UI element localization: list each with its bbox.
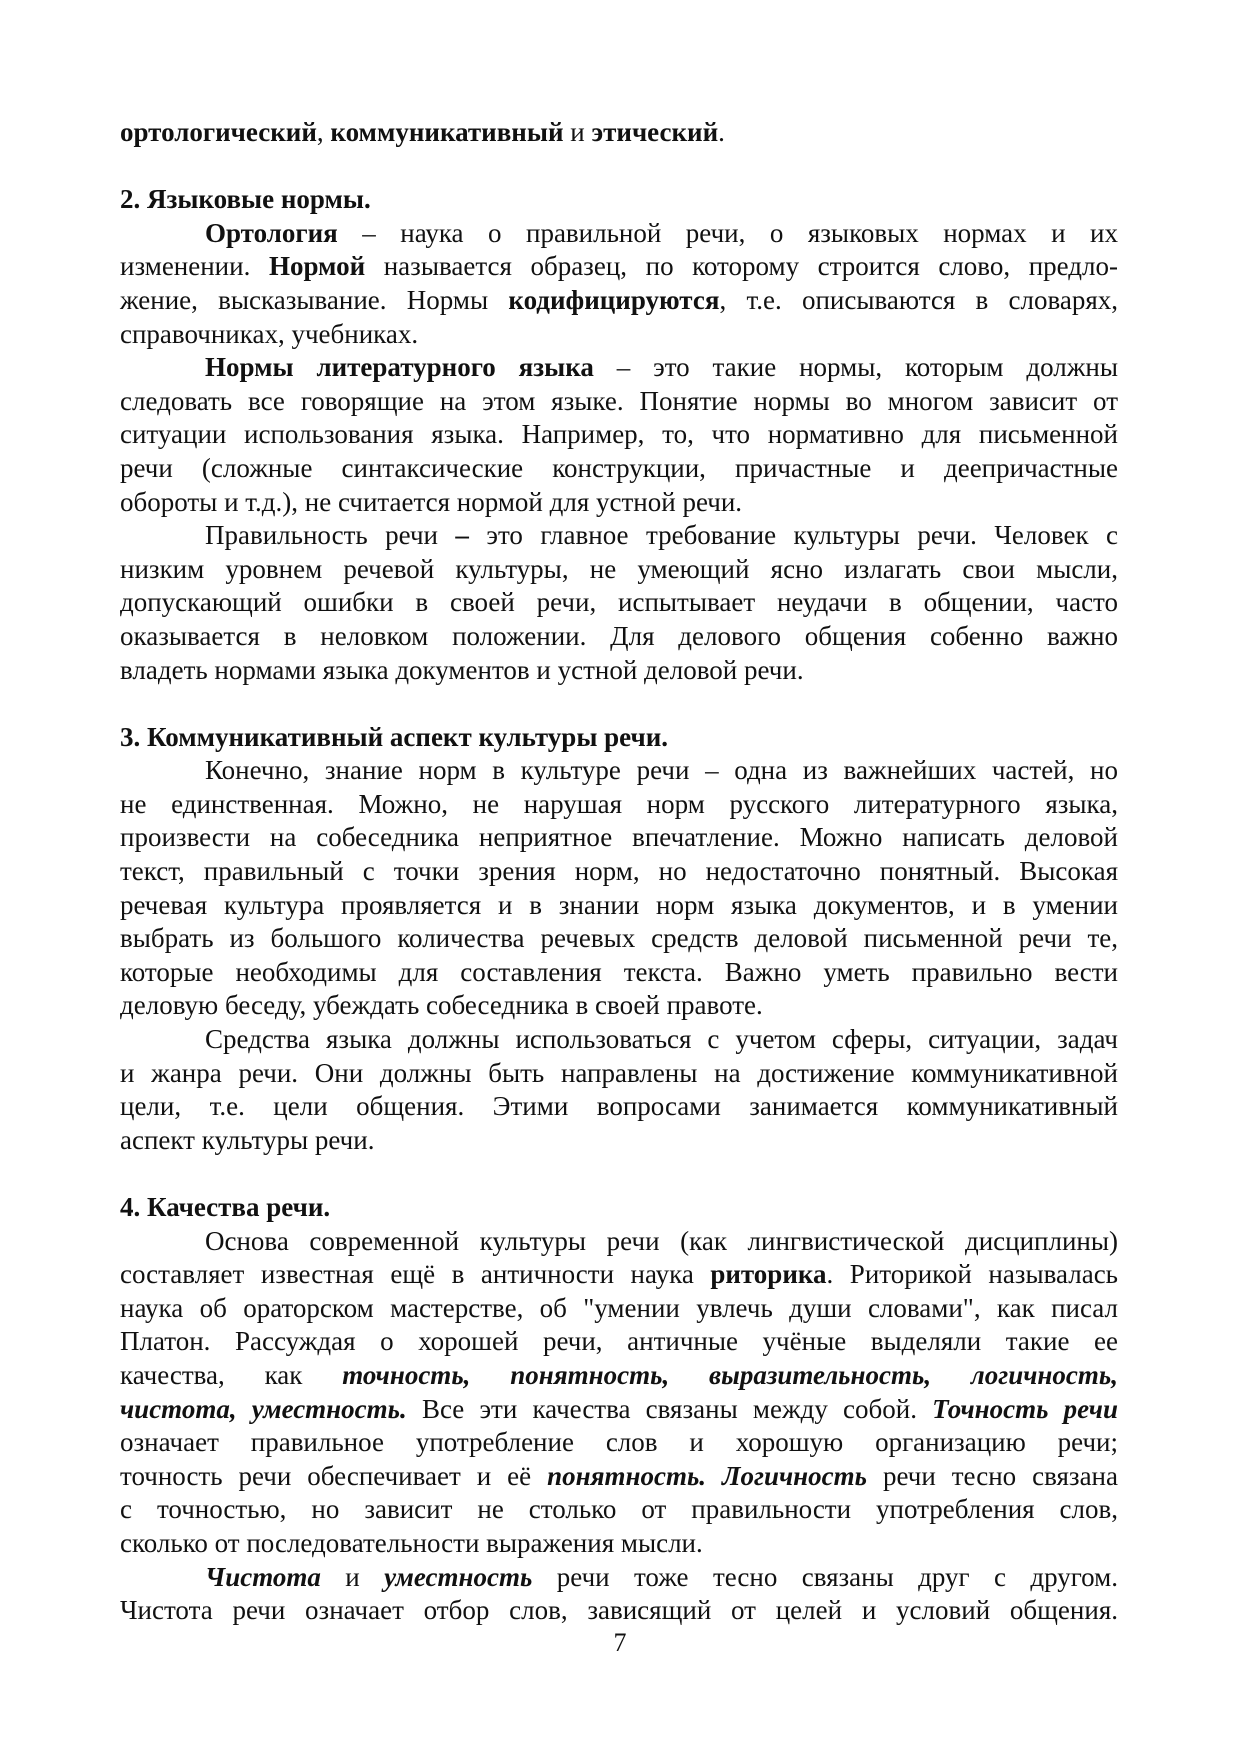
text-line — [120, 1561, 1118, 1595]
text-line: цели, т.е. цели общения. Этими вопросами занимается коммуникативный — [120, 1091, 1118, 1122]
text-line: низким уровнем речевой культуры, не умеющий ясно излагать свои мысли, — [120, 553, 1118, 584]
text-line: Средства языка должны использоваться с учетом сферы, ситуации, задач — [205, 1024, 1118, 1055]
text-line: справочниках, учебниках. — [120, 318, 419, 349]
text-line: деловую беседу, убеждать собеседника в своей правоте. — [120, 990, 763, 1021]
text-span: , т.е. описываются в словарях, — [719, 284, 1118, 315]
text-line: аспект культуры речи. — [120, 1124, 375, 1155]
term-norm: Нормой — [268, 251, 366, 282]
text-line: текст, правильный с точки зрения норм, но недостаточно понятный. Высокая — [120, 856, 1118, 887]
section-heading-4: 4. Качества речи. — [120, 1192, 331, 1222]
text-line — [120, 284, 1118, 318]
section-heading-2: 2. Языковые нормы. — [120, 184, 371, 215]
term-appropriateness: уместность — [384, 1561, 533, 1592]
term-codified: кодифицируются — [508, 284, 720, 315]
text-line: обороты и т.д.), не считается нормой для устной речи. — [120, 486, 743, 517]
dash-bold: – — [455, 520, 469, 551]
text-line: Основа современной культуры речи (как лингвистической дисциплины) — [205, 1225, 1118, 1256]
text-line: Чистота речи означает отбор слов, зависящий от целей и условий общения. — [120, 1595, 1118, 1626]
text-line — [120, 1258, 1118, 1292]
text-line: следовать все говорящие на этом языке. Понятие нормы во многом зависит от — [120, 385, 1118, 416]
intro-line — [120, 116, 1118, 150]
text-line — [120, 217, 1118, 251]
text-span: и — [320, 1561, 385, 1592]
term-orthology: Ортология — [205, 217, 338, 248]
text-line: означает правильное употребление слов и хорошую организацию речи; — [120, 1427, 1118, 1458]
text-line: речи (сложные синтаксические конструкции, причастные и деепричастные — [120, 452, 1118, 483]
term-ethical: этический — [591, 117, 719, 147]
term-purity: Чистота — [205, 1561, 321, 1592]
term-qualities-list: точность, понятность, выразительность, логичность, — [342, 1359, 1118, 1390]
term-rhetoric: риторика — [710, 1259, 827, 1290]
text-line — [120, 1460, 1118, 1494]
text-span: это главное требование культуры речи. Человек с — [468, 520, 1118, 551]
spacer — [120, 150, 1118, 184]
text-span: точность речи обеспечивает и её — [120, 1460, 548, 1491]
page-number: 7 — [613, 1628, 627, 1657]
text-line: не единственная. Можно, не нарушая норм русского литературного языка, — [120, 788, 1118, 819]
text-line: сколько от последовательности выражения мысли. — [120, 1527, 703, 1558]
section-heading-3: 3. Коммуникативный аспект культуры речи. — [120, 721, 669, 752]
text-line: допускающий ошибки в своей речи, испытывает неудачи в общении, часто — [120, 587, 1118, 618]
text-line: и жанра речи. Они должны быть направлены на достижение коммуникативной — [120, 1057, 1118, 1088]
text-line — [120, 1359, 1118, 1393]
spacer — [120, 687, 1118, 721]
intro-sep-1: , — [316, 117, 331, 147]
text-span: качества, как — [120, 1359, 343, 1390]
text-line: Конечно, знание норм в культуре речи – одна из важнейших частей, но — [205, 755, 1118, 786]
text-span: – это такие нормы, которым должны — [593, 352, 1118, 383]
text-column — [120, 116, 1118, 1628]
term-literary-norms: Нормы литературного языка — [205, 352, 594, 383]
intro-sep-2: и — [563, 117, 592, 147]
text-line: речевая культура проявляется и в знании норм языка документов, и в умении — [120, 889, 1118, 920]
text-span: . Риторикой называлась — [826, 1259, 1118, 1290]
text-line — [120, 351, 1118, 385]
text-span: жение, высказывание. Нормы — [120, 284, 509, 315]
text-line: выбрать из большого количества речевых средств деловой письменной речи те, — [120, 923, 1118, 954]
term-communicative: коммуникативный — [330, 117, 564, 147]
text-span: изменении. — [120, 251, 269, 282]
text-line: владеть нормами языка документов и устной деловой речи. — [120, 654, 804, 685]
text-span: называется образец, по которому строится слово, предло- — [365, 251, 1118, 282]
text-line: Платон. Рассуждая о хорошей речи, античные учёные выделяли такие ее — [120, 1326, 1118, 1357]
text-line — [120, 250, 1118, 284]
text-line: ситуации использования языка. Например, то, что нормативно для письменной — [120, 419, 1118, 450]
text-line: произвести на собеседника неприятное впечатление. Можно написать деловой — [120, 822, 1118, 853]
term-clarity-logic: понятность. Логичность — [547, 1460, 867, 1491]
text-line: оказывается в неловком положении. Для делового общения собенно важно — [120, 620, 1118, 651]
text-line — [120, 519, 1118, 553]
term-orthological: ортологический — [120, 117, 317, 147]
text-span: Правильность речи — [205, 520, 456, 551]
intro-sep-3: . — [718, 117, 725, 147]
text-span: – наука о правильной речи, о языковых нормах и их — [337, 217, 1118, 248]
text-line: наука об ораторском мастерстве, об "умении увлечь души словами", как писал — [120, 1292, 1118, 1323]
text-span: Все эти качества связаны между собой. — [406, 1393, 933, 1424]
text-span: речи тесно связана — [867, 1460, 1118, 1491]
text-line — [120, 1393, 1118, 1427]
spacer — [120, 1157, 1118, 1191]
term-purity-appropriateness: чистота, уместность. — [120, 1393, 407, 1424]
text-span: составляет известная ещё в античности наука — [120, 1259, 711, 1290]
term-accuracy: Точность речи — [932, 1393, 1118, 1424]
text-span: речи тоже тесно связаны друг с другом. — [532, 1561, 1118, 1592]
text-line: с точностью, но зависит не столько от правильности употребления слов, — [120, 1494, 1118, 1525]
text-line: которые необходимы для составления текста. Важно уметь правильно вести — [120, 956, 1118, 987]
